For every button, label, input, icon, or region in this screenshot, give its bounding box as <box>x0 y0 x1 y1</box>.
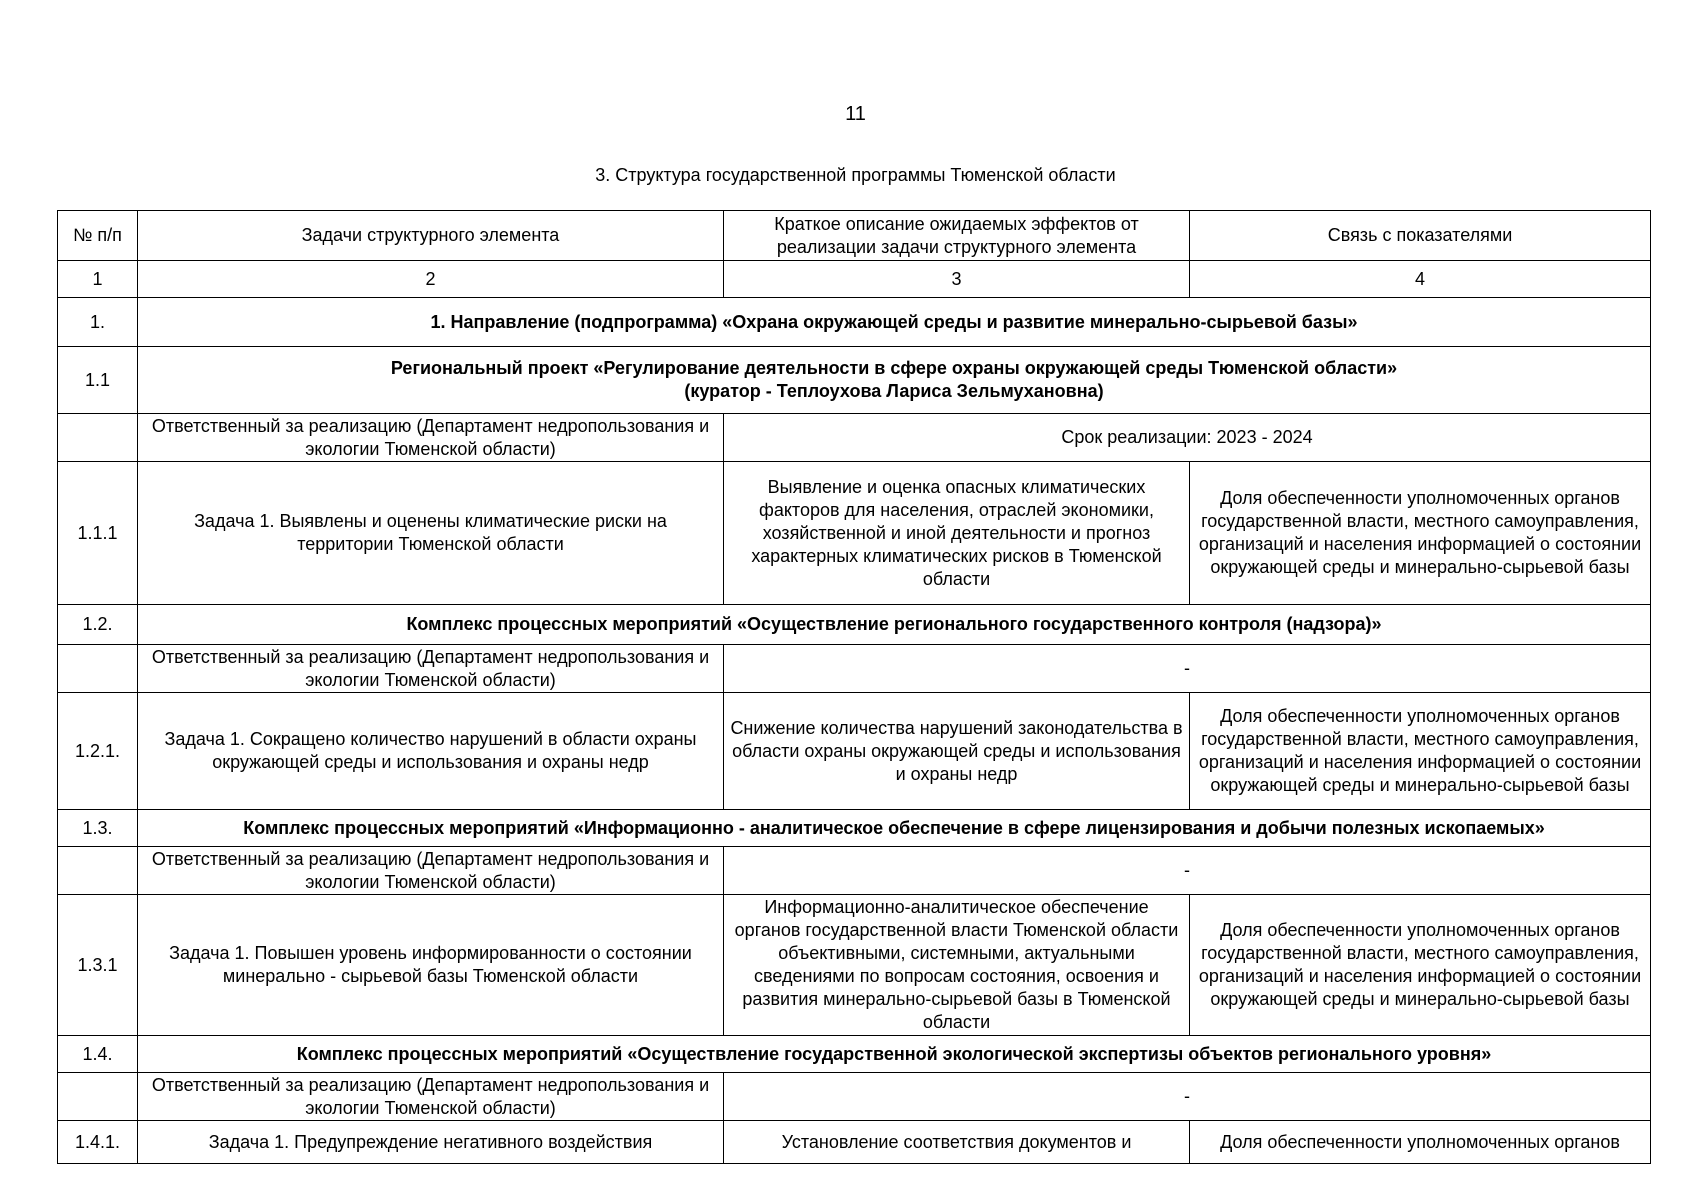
row-number: 1.2. <box>58 605 138 645</box>
section-title: Комплекс процессных мероприятий «Осуществление регионального государственного контроля (надзора)» <box>138 605 1651 645</box>
header-indicators: Связь с показателями <box>1190 211 1651 261</box>
indicator-cell: Доля обеспеченности уполномоченных органов государственной власти, местного самоуправления, организаций и населения информацией о состоянии окружающей среды и минерально-сырьевой базы <box>1190 693 1651 810</box>
task-cell: Задача 1. Повышен уровень информированности о состоянии минерально - сырьевой базы Тюменской области <box>138 895 724 1036</box>
project-curator-line: (куратор - Теплоухова Лариса Зельмухановна) <box>684 381 1104 401</box>
row-number <box>58 847 138 895</box>
row-number: 1.1 <box>58 347 138 414</box>
responsible-cell: Ответственный за реализацию (Департамент недропользования и экологии Тюменской области) <box>138 414 724 462</box>
effect-cell: Установление соответствия документов и <box>724 1121 1190 1164</box>
column-number: 3 <box>724 261 1190 298</box>
task-cell: Задача 1. Предупреждение негативного воздействия <box>138 1121 724 1164</box>
row-number: 1.3.1 <box>58 895 138 1036</box>
header-tasks: Задачи структурного элемента <box>138 211 724 261</box>
section-row <box>58 605 1651 645</box>
indicator-cell: Доля обеспеченности уполномоченных органов <box>1190 1121 1651 1164</box>
header-effects: Краткое описание ожидаемых эффектов от реализации задачи структурного элемента <box>724 211 1190 261</box>
row-number <box>58 645 138 693</box>
row-number: 1.2.1. <box>58 693 138 810</box>
project-title-line: Региональный проект «Регулирование деятельности в сфере охраны окружающей среды Тюменской области» <box>390 358 1398 378</box>
responsible-row <box>58 645 1651 693</box>
effect-cell: Информационно-аналитическое обеспечение органов государственной власти Тюменской области объективными, системными, актуальными сведениями по вопросам состояния, освоения и развития минерально-сырьевой базы в Тюменской области <box>724 895 1190 1036</box>
column-number: 2 <box>138 261 724 298</box>
column-numbers-row <box>58 261 1651 298</box>
document-title: 3. Структура государственной программы Тюменской области <box>595 165 1116 185</box>
column-number: 4 <box>1190 261 1651 298</box>
section-row <box>58 1036 1651 1073</box>
row-number: 1.3. <box>58 810 138 847</box>
row-number <box>58 1073 138 1121</box>
project-title <box>138 347 1651 414</box>
task-row <box>58 1121 1651 1164</box>
section-title: 1. Направление (подпрограмма) «Охрана окружающей среды и развитие минерально-сырьевой базы» <box>138 298 1651 347</box>
section-title: Комплекс процессных мероприятий «Информационно - аналитическое обеспечение в сфере лицензирования и добычи полезных ископаемых» <box>138 810 1651 847</box>
responsible-cell: Ответственный за реализацию (Департамент недропользования и экологии Тюменской области) <box>138 1073 724 1121</box>
project-row <box>58 347 1651 414</box>
row-number: 1.4. <box>58 1036 138 1073</box>
task-row <box>58 895 1651 1036</box>
term-cell: - <box>724 645 1651 693</box>
row-number: 1. <box>58 298 138 347</box>
responsible-row <box>58 847 1651 895</box>
term-cell: - <box>724 1073 1651 1121</box>
section-row <box>58 298 1651 347</box>
responsible-row <box>58 1073 1651 1121</box>
row-number: 1.4.1. <box>58 1121 138 1164</box>
program-structure-table <box>57 210 1651 1164</box>
effect-cell: Снижение количества нарушений законодательства в области охраны окружающей среды и использования и охраны недр <box>724 693 1190 810</box>
column-number: 1 <box>58 261 138 298</box>
indicator-cell: Доля обеспеченности уполномоченных органов государственной власти, местного самоуправления, организаций и населения информацией о состоянии окружающей среды и минерально-сырьевой базы <box>1190 895 1651 1036</box>
section-row <box>58 810 1651 847</box>
task-row <box>58 693 1651 810</box>
term-cell: Срок реализации: 2023 - 2024 <box>724 414 1651 462</box>
section-title: Комплекс процессных мероприятий «Осуществление государственной экологической экспертизы объектов регионального уровня» <box>138 1036 1651 1073</box>
effect-cell: Выявление и оценка опасных климатических факторов для населения, отраслей экономики, хозяйственной и иной деятельности и прогноз характерных климатических рисков в Тюменской области <box>724 462 1190 605</box>
task-cell: Задача 1. Сокращено количество нарушений в области охраны окружающей среды и использования и охраны недр <box>138 693 724 810</box>
row-number: 1.1.1 <box>58 462 138 605</box>
term-cell: - <box>724 847 1651 895</box>
responsible-cell: Ответственный за реализацию (Департамент недропользования и экологии Тюменской области) <box>138 847 724 895</box>
responsible-cell: Ответственный за реализацию (Департамент недропользования и экологии Тюменской области) <box>138 645 724 693</box>
task-cell: Задача 1. Выявлены и оценены климатические риски на территории Тюменской области <box>138 462 724 605</box>
header-number: № п/п <box>58 211 138 261</box>
indicator-cell: Доля обеспеченности уполномоченных органов государственной власти, местного самоуправления, организаций и населения информацией о состоянии окружающей среды и минерально-сырьевой базы <box>1190 462 1651 605</box>
table-header-row <box>58 211 1651 261</box>
task-row <box>58 462 1651 605</box>
page-number: 11 <box>845 103 866 125</box>
row-number <box>58 414 138 462</box>
responsible-row <box>58 414 1651 462</box>
